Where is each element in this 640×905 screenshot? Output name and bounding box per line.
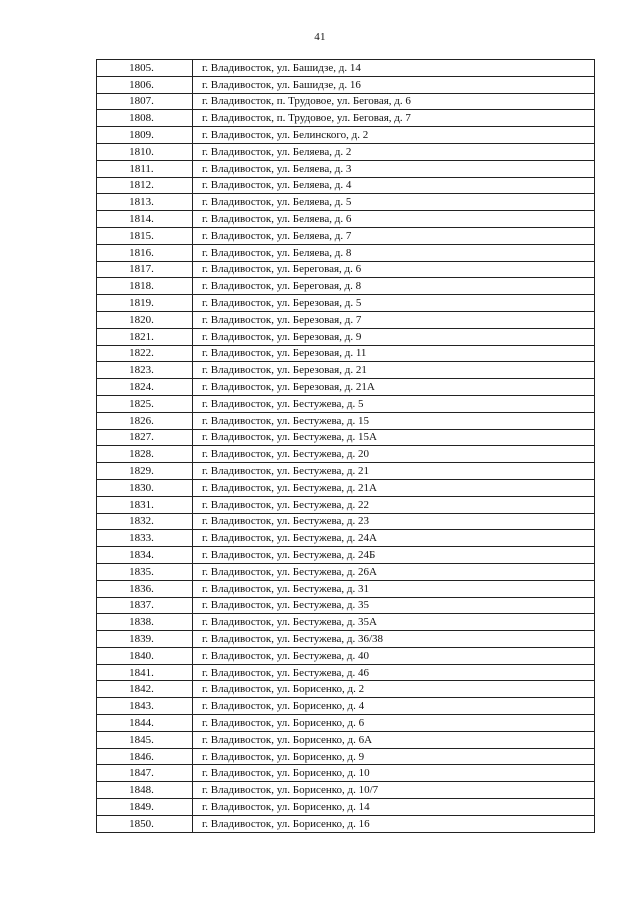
row-number-cell: 1816. (97, 244, 193, 261)
row-number-cell: 1846. (97, 748, 193, 765)
row-number-cell: 1808. (97, 110, 193, 127)
table-row (97, 143, 595, 160)
table-row (97, 748, 595, 765)
table-row (97, 160, 595, 177)
row-number-cell: 1814. (97, 211, 193, 228)
address-cell: г. Владивосток, ул. Бестужева, д. 46 (193, 664, 595, 681)
table-row (97, 513, 595, 530)
table-row (97, 244, 595, 261)
address-cell: г. Владивосток, ул. Борисенко, д. 16 (193, 815, 595, 832)
address-cell: г. Владивосток, ул. Борисенко, д. 14 (193, 799, 595, 816)
row-number-cell: 1822. (97, 345, 193, 362)
address-cell: г. Владивосток, ул. Бестужева, д. 23 (193, 513, 595, 530)
row-number-cell: 1813. (97, 194, 193, 211)
table-row (97, 664, 595, 681)
address-table-body (97, 60, 595, 833)
table-row (97, 530, 595, 547)
row-number-cell: 1838. (97, 614, 193, 631)
table-row (97, 698, 595, 715)
table-row (97, 295, 595, 312)
table-row (97, 177, 595, 194)
address-cell: г. Владивосток, ул. Беляева, д. 8 (193, 244, 595, 261)
address-cell: г. Владивосток, ул. Бестужева, д. 35 (193, 597, 595, 614)
table-row (97, 782, 595, 799)
row-number-cell: 1812. (97, 177, 193, 194)
row-number-cell: 1811. (97, 160, 193, 177)
table-row (97, 765, 595, 782)
row-number-cell: 1832. (97, 513, 193, 530)
address-cell: г. Владивосток, ул. Борисенко, д. 9 (193, 748, 595, 765)
row-number-cell: 1809. (97, 127, 193, 144)
table-row (97, 395, 595, 412)
address-cell: г. Владивосток, ул. Березовая, д. 11 (193, 345, 595, 362)
row-number-cell: 1840. (97, 647, 193, 664)
table-row (97, 194, 595, 211)
row-number-cell: 1806. (97, 76, 193, 93)
address-cell: г. Владивосток, ул. Беляева, д. 2 (193, 143, 595, 160)
row-number-cell: 1820. (97, 311, 193, 328)
table-row (97, 446, 595, 463)
address-cell: г. Владивосток, ул. Березовая, д. 21 (193, 362, 595, 379)
address-cell: г. Владивосток, ул. Береговая, д. 6 (193, 261, 595, 278)
row-number-cell: 1850. (97, 815, 193, 832)
address-cell: г. Владивосток, ул. Беляева, д. 7 (193, 227, 595, 244)
row-number-cell: 1817. (97, 261, 193, 278)
address-cell: г. Владивосток, ул. Бестужева, д. 15 (193, 412, 595, 429)
table-row (97, 328, 595, 345)
address-cell: г. Владивосток, ул. Беляева, д. 5 (193, 194, 595, 211)
row-number-cell: 1842. (97, 681, 193, 698)
address-table (96, 59, 595, 833)
row-number-cell: 1835. (97, 563, 193, 580)
row-number-cell: 1827. (97, 429, 193, 446)
address-cell: г. Владивосток, ул. Бестужева, д. 26А (193, 563, 595, 580)
address-cell: г. Владивосток, ул. Беляева, д. 6 (193, 211, 595, 228)
table-row (97, 496, 595, 513)
table-row (97, 731, 595, 748)
table-row (97, 379, 595, 396)
table-row (97, 60, 595, 77)
row-number-cell: 1826. (97, 412, 193, 429)
table-row (97, 127, 595, 144)
row-number-cell: 1841. (97, 664, 193, 681)
address-cell: г. Владивосток, ул. Борисенко, д. 10 (193, 765, 595, 782)
table-row (97, 563, 595, 580)
address-cell: г. Владивосток, ул. Бестужева, д. 21 (193, 463, 595, 480)
address-cell: г. Владивосток, п. Трудовое, ул. Беговая, д. 6 (193, 93, 595, 110)
table-row (97, 211, 595, 228)
row-number-cell: 1805. (97, 60, 193, 77)
row-number-cell: 1831. (97, 496, 193, 513)
table-row (97, 614, 595, 631)
address-cell: г. Владивосток, ул. Башидзе, д. 14 (193, 60, 595, 77)
address-cell: г. Владивосток, ул. Бестужева, д. 24Б (193, 547, 595, 564)
row-number-cell: 1807. (97, 93, 193, 110)
address-cell: г. Владивосток, ул. Бестужева, д. 20 (193, 446, 595, 463)
row-number-cell: 1810. (97, 143, 193, 160)
table-row (97, 261, 595, 278)
table-row (97, 580, 595, 597)
row-number-cell: 1823. (97, 362, 193, 379)
table-row (97, 76, 595, 93)
address-cell: г. Владивосток, ул. Березовая, д. 7 (193, 311, 595, 328)
row-number-cell: 1830. (97, 479, 193, 496)
address-cell: г. Владивосток, ул. Башидзе, д. 16 (193, 76, 595, 93)
table-row (97, 597, 595, 614)
table-row (97, 362, 595, 379)
row-number-cell: 1834. (97, 547, 193, 564)
address-cell: г. Владивосток, ул. Бестужева, д. 35А (193, 614, 595, 631)
row-number-cell: 1845. (97, 731, 193, 748)
address-cell: г. Владивосток, ул. Борисенко, д. 2 (193, 681, 595, 698)
address-cell: г. Владивосток, ул. Беляева, д. 3 (193, 160, 595, 177)
table-row (97, 429, 595, 446)
row-number-cell: 1839. (97, 631, 193, 648)
address-cell: г. Владивосток, ул. Бестужева, д. 5 (193, 395, 595, 412)
row-number-cell: 1821. (97, 328, 193, 345)
address-cell: г. Владивосток, ул. Березовая, д. 21А (193, 379, 595, 396)
address-cell: г. Владивосток, ул. Борисенко, д. 6 (193, 715, 595, 732)
row-number-cell: 1825. (97, 395, 193, 412)
table-row (97, 93, 595, 110)
address-cell: г. Владивосток, ул. Борисенко, д. 10/7 (193, 782, 595, 799)
address-cell: г. Владивосток, ул. Бестужева, д. 31 (193, 580, 595, 597)
row-number-cell: 1818. (97, 278, 193, 295)
row-number-cell: 1829. (97, 463, 193, 480)
table-row (97, 311, 595, 328)
table-row (97, 110, 595, 127)
row-number-cell: 1824. (97, 379, 193, 396)
table-row (97, 479, 595, 496)
address-cell: г. Владивосток, ул. Беляева, д. 4 (193, 177, 595, 194)
table-row (97, 647, 595, 664)
address-cell: г. Владивосток, п. Трудовое, ул. Беговая, д. 7 (193, 110, 595, 127)
table-row (97, 345, 595, 362)
table-row (97, 715, 595, 732)
row-number-cell: 1815. (97, 227, 193, 244)
row-number-cell: 1848. (97, 782, 193, 799)
table-row (97, 278, 595, 295)
row-number-cell: 1836. (97, 580, 193, 597)
row-number-cell: 1847. (97, 765, 193, 782)
address-cell: г. Владивосток, ул. Бестужева, д. 36/38 (193, 631, 595, 648)
page-number: 41 (314, 31, 326, 43)
address-cell: г. Владивосток, ул. Бестужева, д. 24А (193, 530, 595, 547)
row-number-cell: 1843. (97, 698, 193, 715)
row-number-cell: 1849. (97, 799, 193, 816)
address-cell: г. Владивосток, ул. Березовая, д. 9 (193, 328, 595, 345)
table-row (97, 412, 595, 429)
table-row (97, 815, 595, 832)
table-row (97, 227, 595, 244)
address-cell: г. Владивосток, ул. Бестужева, д. 21А (193, 479, 595, 496)
table-row (97, 547, 595, 564)
address-cell: г. Владивосток, ул. Бестужева, д. 15А (193, 429, 595, 446)
table-row (97, 631, 595, 648)
row-number-cell: 1833. (97, 530, 193, 547)
address-cell: г. Владивосток, ул. Белинского, д. 2 (193, 127, 595, 144)
address-cell: г. Владивосток, ул. Березовая, д. 5 (193, 295, 595, 312)
address-cell: г. Владивосток, ул. Бестужева, д. 40 (193, 647, 595, 664)
address-cell: г. Владивосток, ул. Бестужева, д. 22 (193, 496, 595, 513)
row-number-cell: 1819. (97, 295, 193, 312)
address-cell: г. Владивосток, ул. Борисенко, д. 4 (193, 698, 595, 715)
row-number-cell: 1844. (97, 715, 193, 732)
table-row (97, 799, 595, 816)
address-cell: г. Владивосток, ул. Береговая, д. 8 (193, 278, 595, 295)
row-number-cell: 1837. (97, 597, 193, 614)
table-row (97, 463, 595, 480)
table-row (97, 681, 595, 698)
address-cell: г. Владивосток, ул. Борисенко, д. 6А (193, 731, 595, 748)
row-number-cell: 1828. (97, 446, 193, 463)
